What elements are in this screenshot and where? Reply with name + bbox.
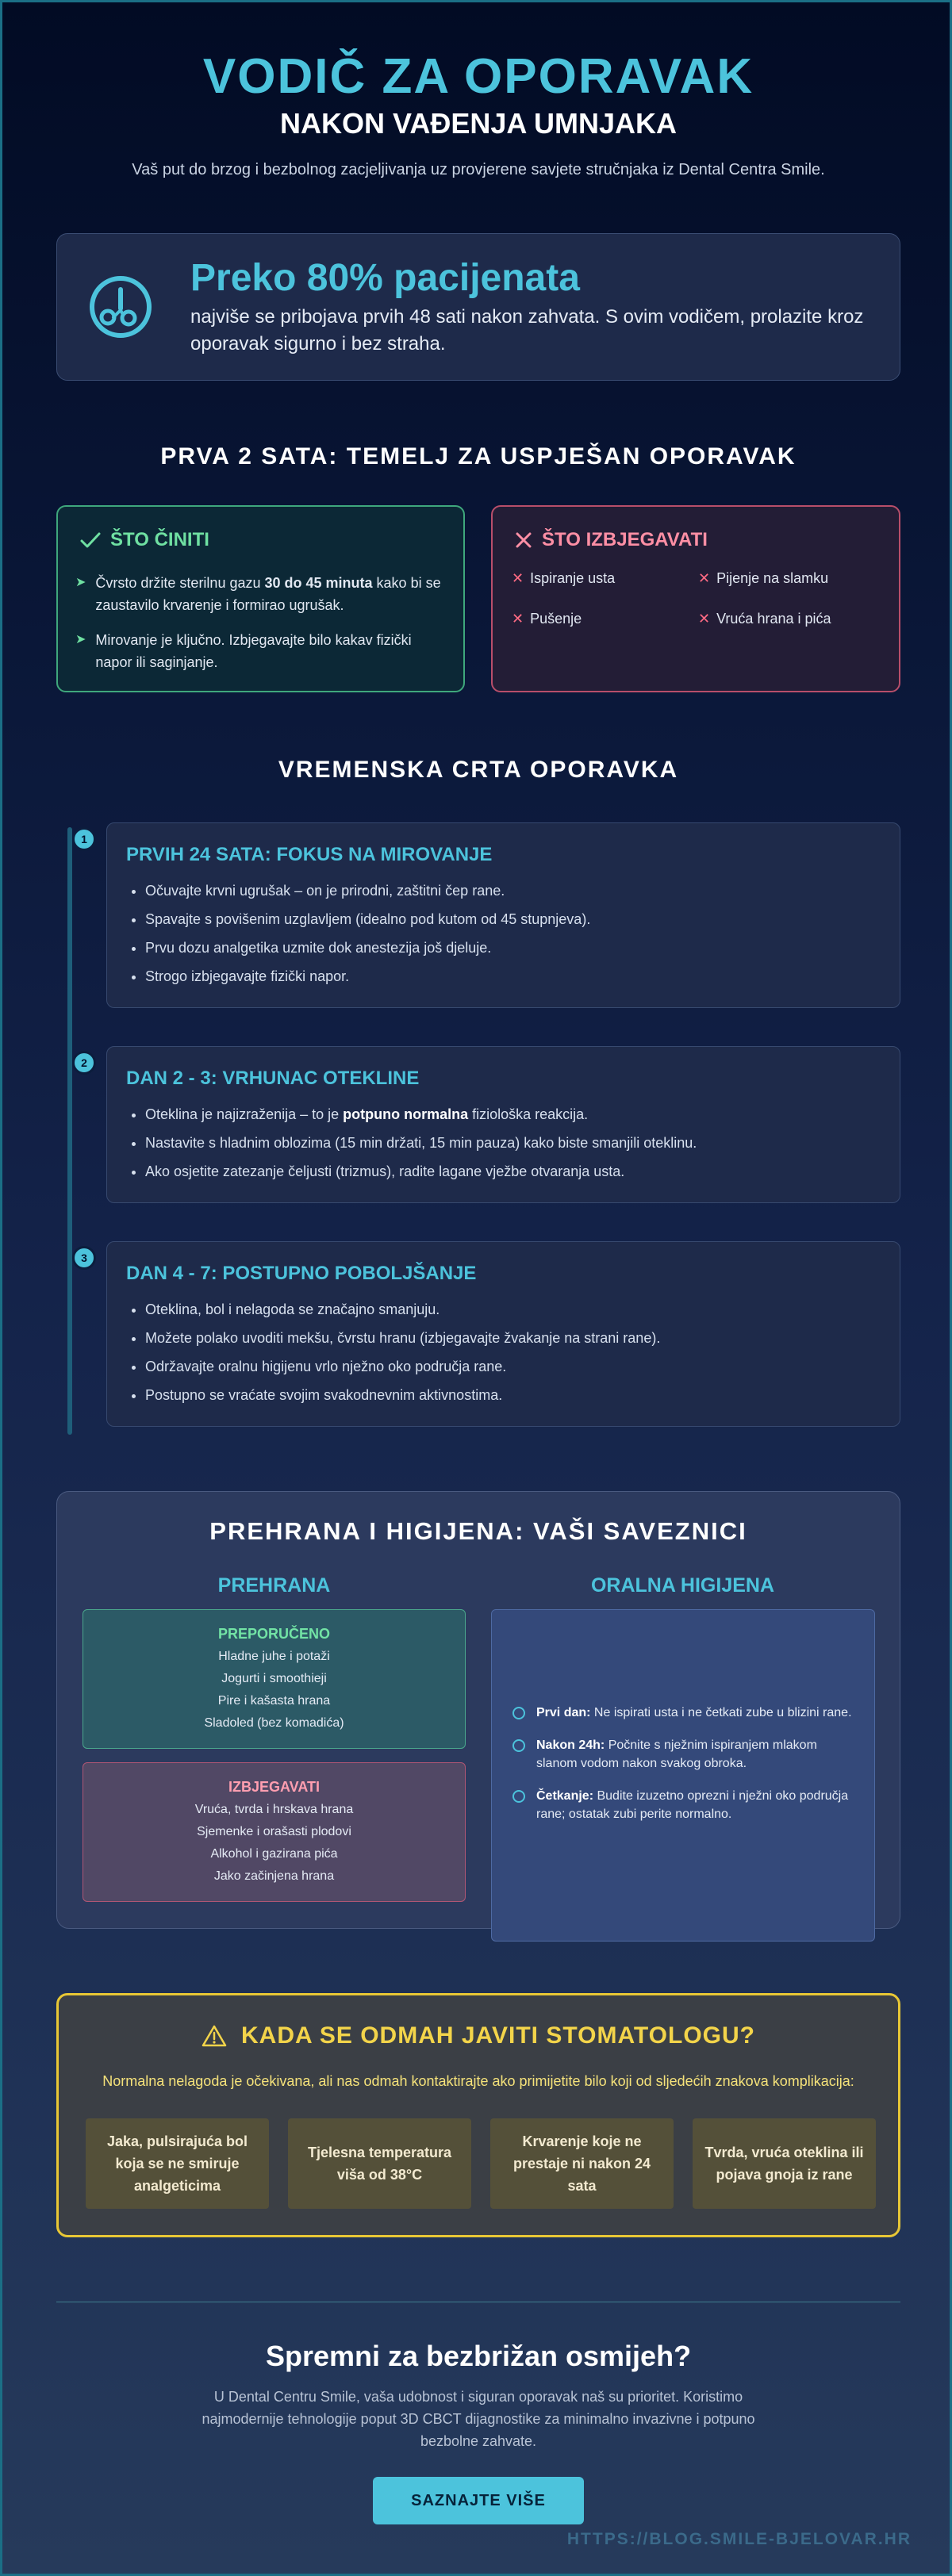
- timeline-card: [106, 1241, 900, 1427]
- warning-card: Tjelesna temperatura viša od 38°C: [288, 2118, 471, 2209]
- timeline-bar: [67, 827, 72, 1435]
- timeline-marker: 3: [72, 1246, 96, 1270]
- recommended-title: PREPORUČENO: [217, 1626, 331, 1642]
- list-item: Jako začinjena hrana: [213, 1869, 335, 1883]
- avoid-food-box: [83, 1762, 466, 1902]
- cta-text: U Dental Centru Smile, vaša udobnost i siguran oporavak naš su prioritet. Koristimo najmodernije tehnologije poput 3D CBCT dijagnostike za minimalno invazivne i potpuno bezbolne zahvate.: [202, 2389, 755, 2449]
- learn-more-button[interactable]: SAZNAJTE VIŠE: [373, 2477, 584, 2524]
- x-icon: ✕: [512, 611, 524, 627]
- list-item: • Možete polako uvoditi mekšu, čvrstu hranu (izbjegavajte žvakanje na strani rane).: [145, 1329, 881, 1347]
- timeline-marker: 2: [72, 1051, 96, 1075]
- page-subtitle: NAKON VAĐENJA UMNJAKA: [279, 107, 678, 140]
- list-item: Hladne juhe i potaži: [218, 1650, 330, 1663]
- list-item: • Prvu dozu analgetika uzmite dok anestezija još djeluje.: [145, 939, 881, 956]
- footer-url-link[interactable]: HTTPS://BLOG.SMILE-BJELOVAR.HR: [566, 2530, 912, 2548]
- list-item: • Oteklina, bol i nelagoda se značajno smanjuju.: [145, 1301, 881, 1318]
- close-icon: [515, 531, 532, 549]
- nutrition-hygiene-panel: [56, 1491, 900, 1929]
- stat-box: [56, 233, 900, 381]
- dont-item: ✕ Ispiranje usta: [512, 570, 616, 586]
- dont-title: ŠTO IZBJEGAVATI: [542, 529, 708, 550]
- circle-icon: [512, 1790, 525, 1803]
- stat-text: najviše se pribojava prvih 48 sati nakon zahvata. S ovim vodičem, prolazite kroz oporavak sigurno i bez straha.: [190, 306, 864, 355]
- list-item: • Spavajte s povišenim uzglavljem (idealno pod kutom od 45 stupnjeva).: [145, 910, 881, 928]
- checkmark-icon: [80, 531, 101, 549]
- arrow-icon: ➤: [75, 576, 86, 589]
- list-item: Pire i kašasta hrana: [217, 1694, 331, 1708]
- nutrition-heading: PREHRANA I HIGIJENA: VAŠI SAVEZNICI: [209, 1517, 747, 1545]
- dont-box: [491, 505, 900, 692]
- list-item: Alkohol i gazirana pića: [210, 1847, 338, 1861]
- circle-icon: [512, 1739, 525, 1752]
- stat-headline: Preko 80% pacijenata: [190, 257, 580, 299]
- x-icon: ✕: [698, 611, 711, 627]
- x-icon: ✕: [698, 570, 711, 586]
- list-item: • Očuvajte krvni ugrušak – on je prirodni, zaštitni čep rane.: [145, 882, 881, 899]
- list-item: • Postupno se vraćate svojim svakodnevnim aktivnostima.: [145, 1386, 881, 1404]
- dont-item: ✕ Vruća hrana i pića: [698, 611, 831, 627]
- arrow-icon: ➤: [75, 633, 86, 646]
- first-hours-heading: PRVA 2 SATA: TEMELJ ZA USPJEŠAN OPORAVAK: [160, 443, 797, 470]
- list-item: Sjemenke i orašasti plodovi: [197, 1825, 351, 1838]
- timeline-marker: 1: [72, 827, 96, 851]
- page-title: VODIČ ZA OPORAVAK: [202, 49, 754, 104]
- list-item: Jogurti i smoothieji: [221, 1672, 327, 1685]
- warning-triangle-icon: [202, 2025, 227, 2047]
- warning-card: Krvarenje koje ne prestaje ni nakon 24 sata: [490, 2118, 674, 2209]
- warning-subtitle: Normalna nelagoda je očekivana, ali nas odmah kontaktirajte ako primijetite bilo koji od sljedećih znakova komplikacija:: [102, 2073, 854, 2089]
- hygiene-item: Prvi dan: Ne ispirati usta i ne četkati zube u blizini rane.: [512, 1704, 854, 1722]
- do-item: ➤ Čvrsto držite sterilnu gazu 30 do 45 minuta kako bi se zaustavilo krvarenje i formirao ugrušak.: [75, 572, 448, 616]
- x-icon: ✕: [512, 570, 524, 586]
- timeline-card: [106, 822, 900, 1008]
- do-title: ŠTO ČINITI: [110, 529, 209, 550]
- timeline-heading: VREMENSKA CRTA OPORAVKA: [278, 757, 679, 783]
- hygiene-column-heading: ORALNA HIGIJENA: [590, 1574, 775, 1597]
- hygiene-item: Četkanje: Budite izuzetno oprezni i nježni oko područja rane; ostatak zubi perite normalno.: [512, 1787, 854, 1823]
- timeline-card: [106, 1046, 900, 1203]
- timeline-card-title: DAN 4 - 7: POSTUPNO POBOLJŠANJE: [126, 1263, 477, 1284]
- cta-heading: Spremni za bezbrižan osmijeh?: [265, 2340, 692, 2372]
- food-column-heading: PREHRANA: [217, 1574, 331, 1597]
- list-item: • Oteklina je najizraženija – to je potpuno normalna fiziološka reakcija.: [145, 1106, 881, 1123]
- info-circle-icon: [512, 1707, 525, 1719]
- stethoscope-icon: [87, 274, 154, 340]
- warning-card: Tvrda, vruća oteklina ili pojava gnoja iz rane: [693, 2118, 876, 2209]
- warning-title: KADA SE ODMAH JAVITI STOMATOLOGU?: [240, 2022, 755, 2049]
- warning-card: Jaka, pulsirajuća bol koja se ne smiruje analgeticima: [86, 2118, 269, 2209]
- warning-box: [56, 1993, 900, 2237]
- hygiene-box: [491, 1609, 875, 1942]
- do-box: [56, 505, 465, 692]
- list-item: Sladoled (bez komadića): [204, 1716, 344, 1730]
- dont-item: ✕ Pijenje na slamku: [698, 570, 829, 586]
- list-item: • Ako osjetite zatezanje čeljusti (trizmus), radite lagane vježbe otvaranja usta.: [145, 1163, 881, 1180]
- do-item: ➤ Mirovanje je ključno. Izbjegavajte bilo kakav fizički napor ili saginjanje.: [75, 629, 448, 673]
- list-item: • Održavajte oralnu higijenu vrlo nježno oko područja rane.: [145, 1358, 881, 1375]
- hygiene-item: Nakon 24h: Počnite s nježnim ispiranjem mlakom slanom vodom nakon svakog obroka.: [512, 1736, 854, 1773]
- recommended-food-box: [83, 1609, 466, 1749]
- intro-text: Vaš put do brzog i bezbolnog zacjeljivanja uz provjerene savjete stručnjaka iz Dental Centra Smile.: [132, 161, 825, 178]
- timeline-card-title: DAN 2 - 3: VRHUNAC OTEKLINE: [126, 1068, 420, 1089]
- timeline-card-title: PRVIH 24 SATA: FOKUS NA MIROVANJE: [126, 844, 493, 865]
- list-item: • Strogo izbjegavajte fizički napor.: [145, 968, 881, 985]
- avoid-title: IZBJEGAVATI: [228, 1779, 320, 1795]
- list-item: • Nastavite s hladnim oblozima (15 min držati, 15 min pauza) kako biste smanjili oteklinu.: [145, 1134, 881, 1152]
- list-item: Vruća, tvrda i hrskava hrana: [194, 1803, 354, 1816]
- dont-item: ✕ Pušenje: [512, 611, 582, 627]
